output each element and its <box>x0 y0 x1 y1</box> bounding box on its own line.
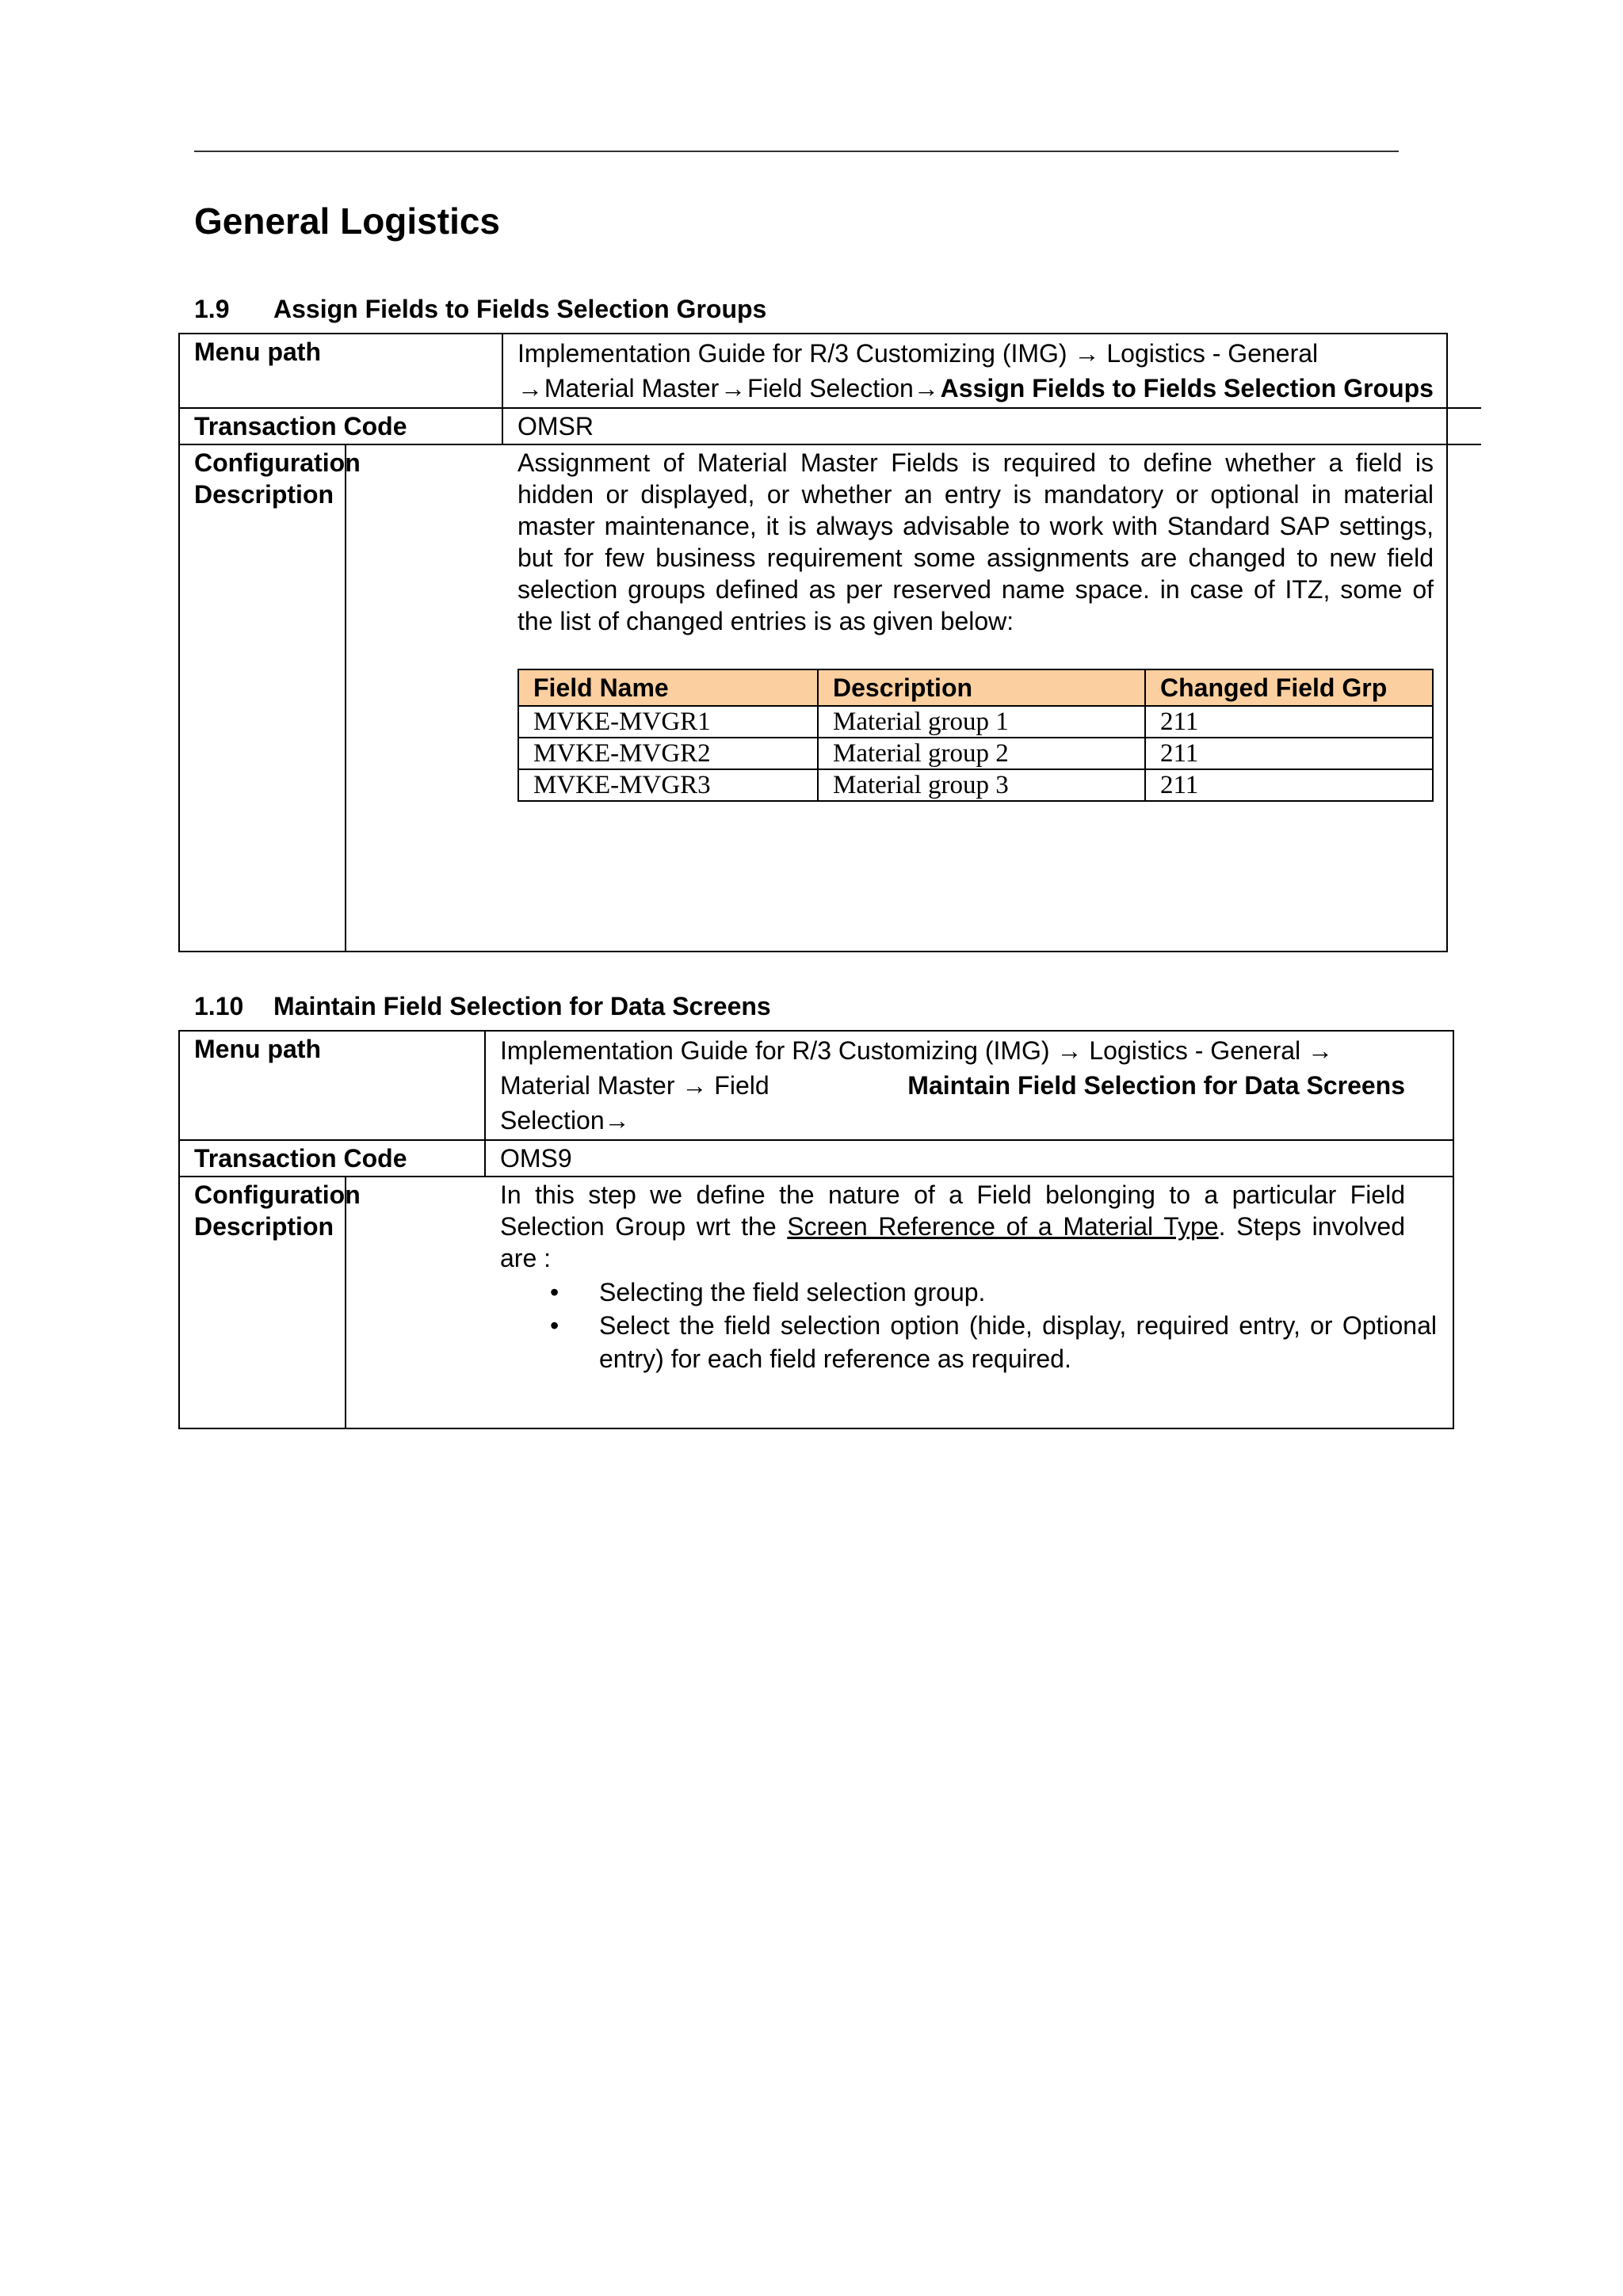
transaction-code-label: Transaction Code <box>180 409 503 445</box>
description-cell: Material group 3 <box>818 769 1145 801</box>
field-group-cell: 211 <box>1145 769 1433 801</box>
field-name-cell: MVKE-MVGR3 <box>518 769 818 801</box>
menu-path-step: Material Master → Field Selection→ <box>500 1071 769 1135</box>
config-description-value <box>503 445 1481 951</box>
section-number: 1.9 <box>194 295 230 323</box>
column-header: Description <box>818 669 1145 706</box>
config-description-label: Configuration Description <box>180 445 346 951</box>
menu-path-text: Implementation Guide for R/3 Customizing (IMG) → Logistics - General <box>517 339 1319 368</box>
transaction-code-value: OMSR <box>503 409 1481 445</box>
description-cell: Material group 2 <box>818 738 1145 769</box>
field-group-cell: 211 <box>1145 706 1433 738</box>
menu-path-step: Material Master <box>544 374 720 402</box>
section-heading-1-10 <box>194 992 771 1021</box>
section-heading-1-9 <box>194 295 766 324</box>
menu-path-label: Menu path <box>180 334 503 409</box>
screen-reference-link: Screen Reference of a Material Type <box>787 1212 1219 1241</box>
menu-path-value <box>503 334 1481 409</box>
field-name-cell: MVKE-MVGR2 <box>518 738 818 769</box>
bullet-icon: • <box>550 1278 559 1306</box>
changed-fields-table <box>517 669 1434 802</box>
table-row <box>518 769 1433 801</box>
menu-path-target: Assign Fields to Fields Selection Groups <box>940 374 1434 402</box>
table-row <box>518 738 1433 769</box>
column-header: Field Name <box>518 669 818 706</box>
list-item: • Selecting the field selection group. <box>599 1276 1437 1309</box>
list-item: • Select the field selection option (hide, display, required entry, or Optional entry) for each field reference as required. <box>599 1309 1437 1375</box>
arrow-icon: → <box>720 374 747 402</box>
config-description-value <box>486 1177 1453 1428</box>
page-title: General Logistics <box>194 200 501 242</box>
menu-path-label: Menu path <box>180 1032 486 1141</box>
transaction-code-label: Transaction Code <box>180 1141 486 1177</box>
transaction-code-value: OMS9 <box>486 1141 1453 1177</box>
config-description-text: Assignment of Material Master Fields is required to define whether a field is hidden or displayed, or whether an entry is mandatory or optional in material master maintenance, it is always advisable to work with Standard SAP settings, but for few business requirement some assignments are changed to new field selection groups defined as per reserved name space. in case of ITZ, some of the list of changed entries is as given below: <box>517 448 1434 635</box>
arrow-icon: → <box>517 374 543 402</box>
menu-path-value <box>486 1032 1453 1141</box>
config-table-1-10 <box>178 1030 1454 1429</box>
menu-path-text: Implementation Guide for R/3 Customizing (IMG) → Logistics - General → <box>500 1036 1334 1065</box>
section-title: Assign Fields to Fields Selection Groups <box>273 295 767 323</box>
field-group-cell: 211 <box>1145 738 1433 769</box>
config-description-label: Configuration Description <box>180 1177 346 1428</box>
steps-list <box>500 1276 1437 1375</box>
menu-path-target: Maintain Field Selection for Data Screens <box>907 1071 1405 1100</box>
description-cell: Material group 1 <box>818 706 1145 738</box>
field-name-cell: MVKE-MVGR1 <box>518 706 818 738</box>
section-title: Maintain Field Selection for Data Screens <box>273 992 771 1020</box>
menu-path-step: Field Selection→ <box>747 374 939 402</box>
config-description-text: In this step we define the nature of a Field belonging to a particular Field Selection Group wrt the Screen Reference of a Material Type. Steps involved are : <box>500 1180 1406 1272</box>
section-number: 1.10 <box>194 992 244 1020</box>
bullet-icon: • <box>550 1311 559 1340</box>
column-header: Changed Field Grp <box>1145 669 1433 706</box>
table-row <box>518 706 1433 738</box>
table-header-row <box>518 669 1433 706</box>
header-rule <box>194 151 1399 152</box>
config-table-1-9 <box>178 333 1448 952</box>
